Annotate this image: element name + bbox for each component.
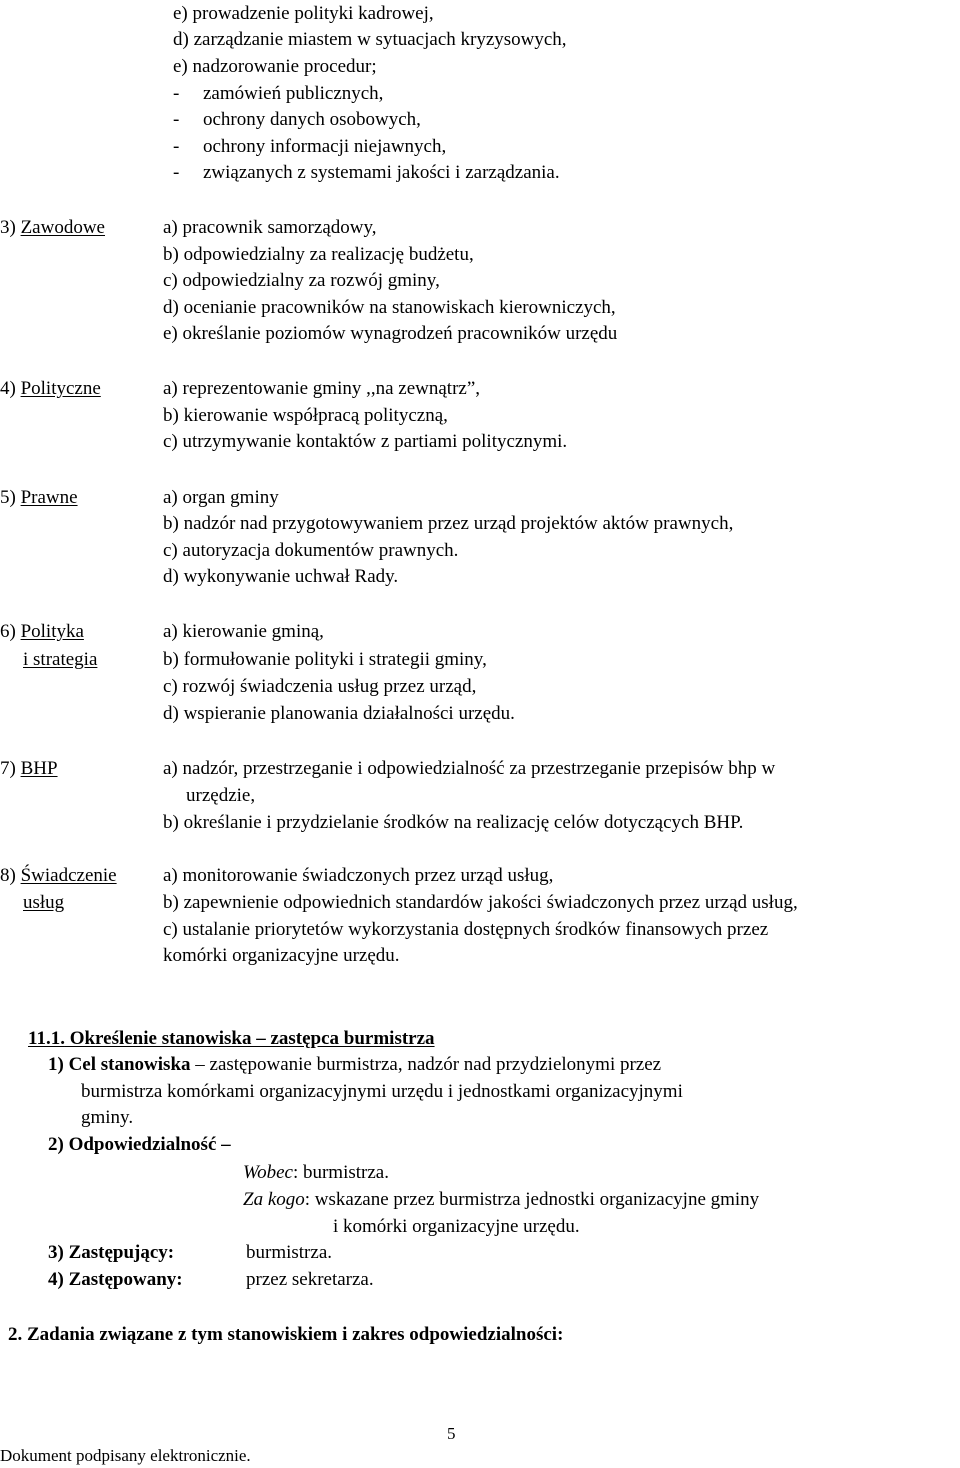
- section-label-strategia: i strategia: [23, 649, 98, 670]
- list-item: a) pracownik samorządowy,: [163, 217, 377, 238]
- odpowiedzialnosc-label: 2) Odpowiedzialność –: [48, 1134, 231, 1155]
- list-item: d) ocenianie pracowników na stanowiskach kierowniczych,: [163, 297, 616, 318]
- list-item: b) zapewnienie odpowiednich standardów jakości świadczonych przez urząd usług,: [163, 892, 798, 913]
- zastepujacy-label: 3) Zastępujący:: [48, 1242, 175, 1263]
- list-item: c) rozwój świadczenia usług przez urząd,: [163, 676, 477, 697]
- section-heading: 11.1. Określenie stanowiska – zastępca burmistrza: [28, 1028, 435, 1049]
- list-item: a) nadzór, przestrzeganie i odpowiedzialność za przestrzeganie przepisów bhp w: [163, 758, 776, 779]
- sub-list-item: - ochrony informacji niejawnych,: [173, 136, 447, 157]
- zastepujacy-value: burmistrza.: [246, 1242, 333, 1263]
- cel-stanowiska: 1) Cel stanowiska – zastępowanie burmistrza, nadzór nad przydzielonymi przez: [48, 1054, 662, 1075]
- page-number: 5: [447, 1424, 456, 1443]
- list-item-continuation: urzędzie,: [186, 785, 256, 806]
- odpowiedzialnosc-za-kogo: Za kogo: wskazane przez burmistrza jednostki organizacyjne gminy: [243, 1189, 760, 1210]
- sub-list-item: - związanych z systemami jakości i zarządzania.: [173, 162, 560, 183]
- list-item: d) wspieranie planowania działalności urzędu.: [163, 703, 515, 724]
- list-item: b) kierowanie współpracą polityczną,: [163, 405, 448, 426]
- list-item: e) prowadzenie polityki kadrowej,: [173, 3, 434, 24]
- list-item: c) odpowiedzialny za rozwój gminy,: [163, 270, 440, 291]
- odpowiedzialnosc-wobec: Wobec: burmistrza.: [243, 1162, 389, 1183]
- list-item: c) utrzymywanie kontaktów z partiami politycznymi.: [163, 431, 568, 452]
- list-item: a) reprezentowanie gminy ,,na zewnątrz”,: [163, 378, 481, 399]
- section-heading-2: 2. Zadania związane z tym stanowiskiem i zakres odpowiedzialności:: [8, 1324, 564, 1345]
- list-item: a) monitorowanie świadczonych przez urząd usług,: [163, 865, 554, 886]
- list-item: d) wykonywanie uchwał Rady.: [163, 566, 399, 587]
- cel-stanowiska-line3: gminy.: [81, 1107, 134, 1128]
- zastepowany-label: 4) Zastępowany:: [48, 1269, 183, 1290]
- list-item: a) kierowanie gminą,: [163, 621, 324, 642]
- section-label-bhp: 7) BHP: [0, 758, 58, 779]
- sub-list-item: - zamówień publicznych,: [173, 83, 384, 104]
- section-label-prawne: 5) Prawne: [0, 487, 78, 508]
- zastepowany-value: przez sekretarza.: [246, 1269, 374, 1290]
- list-item: d) zarządzanie miastem w sytuacjach kryzysowych,: [173, 29, 567, 50]
- section-label-uslug: usług: [23, 892, 65, 913]
- section-label-polityka: 6) Polityka: [0, 621, 84, 642]
- section-label-swiadczenie: 8) Świadczenie: [0, 865, 117, 886]
- odpowiedzialnosc-za-kogo-line2: i komórki organizacyjne urzędu.: [333, 1216, 580, 1237]
- list-item: c) ustalanie priorytetów wykorzystania dostępnych środków finansowych przez: [163, 919, 769, 940]
- list-item-continuation: komórki organizacyjne urzędu.: [163, 945, 400, 966]
- list-item: b) formułowanie polityki i strategii gminy,: [163, 649, 487, 670]
- list-item: e) nadzorowanie procedur;: [173, 56, 377, 77]
- list-item: c) autoryzacja dokumentów prawnych.: [163, 540, 459, 561]
- cel-stanowiska-line2: burmistrza komórkami organizacyjnymi urzędu i jednostkami organizacyjnymi: [81, 1081, 683, 1102]
- list-item: a) organ gminy: [163, 487, 279, 508]
- footer-signature-note: Dokument podpisany elektronicznie.: [0, 1446, 251, 1465]
- list-item: b) odpowiedzialny za realizację budżetu,: [163, 244, 474, 265]
- section-label-polityczne: 4) Polityczne: [0, 378, 101, 399]
- list-item: b) nadzór nad przygotowywaniem przez urząd projektów aktów prawnych,: [163, 513, 734, 534]
- list-item: b) określanie i przydzielanie środków na realizację celów dotyczących BHP.: [163, 812, 744, 833]
- list-item: e) określanie poziomów wynagrodzeń pracowników urzędu: [163, 323, 618, 344]
- sub-list-item: - ochrony danych osobowych,: [173, 109, 421, 130]
- section-label-zawodowe: 3) Zawodowe: [0, 217, 105, 238]
